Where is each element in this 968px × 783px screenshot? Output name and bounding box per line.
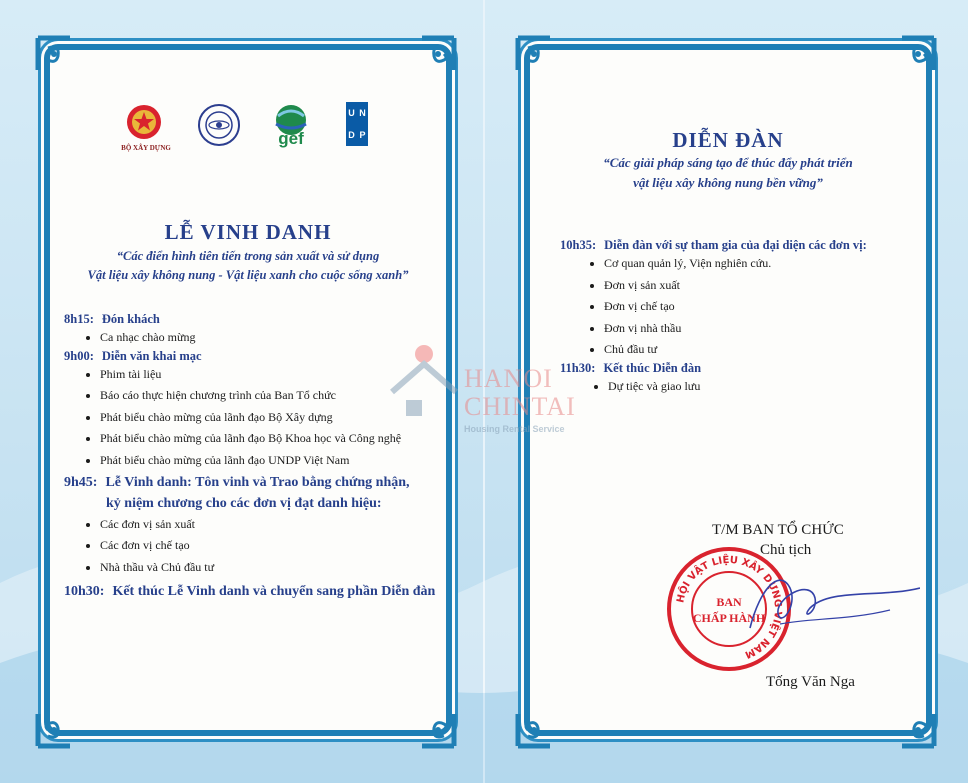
corner-ornament-icon <box>34 34 80 80</box>
list-item: • Cơ quan quản lý, Viện nghiên cứu. <box>604 253 922 275</box>
schedule-heading-cont: kỷ niệm chương cho các đơn vị đạt danh hiệu: <box>106 495 382 511</box>
list-item: • Đơn vị nhà thầu <box>604 318 922 340</box>
corner-ornament-icon <box>34 704 80 750</box>
signature-org: T/M BAN TỔ CHỨC <box>712 522 844 538</box>
house-icon <box>384 344 464 434</box>
list-item: • Đơn vị sản xuất <box>604 275 922 297</box>
corner-ornament-icon <box>514 704 560 750</box>
list-item: • Phim tài liệu <box>100 364 442 386</box>
stamp-ring-text: HỘI VẬT LIỆU XÂY DỰNG VIỆT NAM <box>675 554 784 660</box>
left-title: LỄ VINH DANH <box>164 220 332 244</box>
list-item: • Các đơn vị sản xuất <box>100 514 442 536</box>
undp-block <box>346 102 368 146</box>
list-item: • Báo cáo thực hiện chương trình của Ban Tổ chức <box>100 385 442 407</box>
undp-letter: N <box>359 108 366 118</box>
left-subtitle-1: “Các điển hình tiên tiến trong sản xuất và sử dụng <box>116 249 380 263</box>
list-item: • Ca nhạc chào mừng <box>100 327 442 349</box>
schedule-list <box>560 253 922 361</box>
institute-seal-icon <box>196 102 242 148</box>
watermark-tagline: Housing Rental Service <box>464 424 565 434</box>
ministry-caption: BỘ XÂY DỰNG <box>121 144 171 152</box>
corner-ornament-icon <box>412 704 458 750</box>
list-item: • Đơn vị chế tạo <box>604 296 922 318</box>
institute-logo <box>196 102 242 153</box>
right-schedule <box>560 238 922 398</box>
left-subtitle-2: Vật liệu xây không nung - Vật liệu xanh cho cuộc sống xanh” <box>87 268 409 282</box>
signer-name: Tống Văn Nga <box>766 674 855 690</box>
corner-ornament-icon <box>412 34 458 80</box>
undp-letter: P <box>359 130 366 140</box>
schedule-heading: 9h45: Lễ Vinh danh: Tôn vinh và Trao bằng chứng nhận, <box>64 474 410 490</box>
corner-ornament-icon <box>892 704 938 750</box>
corner-ornament-icon <box>514 34 560 80</box>
watermark-line1: HANOI <box>464 364 553 393</box>
schedule-heading: 8h15: Đón khách <box>64 312 160 326</box>
undp-logo <box>346 102 368 146</box>
gef-text: gef <box>278 129 304 148</box>
list-item: • Các đơn vị chế tạo <box>100 535 442 557</box>
list-item: • Dự tiệc và giao lưu <box>608 376 922 398</box>
right-subtitle-1: “Các giải pháp sáng tạo để thúc đẩy phát triển <box>603 155 853 170</box>
list-item: • Phát biểu chào mừng của lãnh đạo Bộ Khoa học và Công nghệ <box>100 428 442 450</box>
ministry-emblem <box>120 102 171 157</box>
right-title: DIỄN ĐÀN <box>672 128 784 152</box>
schedule-heading: 11h30: Kết thúc Diễn đàn <box>560 360 702 375</box>
schedule-heading: 10h35: Diễn đàn với sự tham gia của đại diện các đơn vị: <box>560 238 867 252</box>
logo-row <box>50 102 446 152</box>
schedule-list <box>64 514 442 579</box>
corner-ornament-icon <box>892 34 938 80</box>
list-item: • Phát biểu chào mừng của lãnh đạo UNDP Việt Nam <box>100 450 442 472</box>
list-item: • Phát biểu chào mừng của lãnh đạo Bộ Xây dựng <box>100 407 442 429</box>
signature-role: Chủ tịch <box>760 542 812 558</box>
undp-letter: D <box>348 130 355 140</box>
watermark <box>384 344 594 444</box>
schedule-heading: 10h30: Kết thúc Lễ Vinh danh và chuyển sang phần Diễn đàn <box>64 584 436 600</box>
watermark-line2: CHINTAI <box>464 392 576 421</box>
list-item: • Nhà thầu và Chủ đầu tư <box>100 557 442 579</box>
right-subtitle-2: vật liệu xây không nung bền vững” <box>633 175 823 190</box>
schedule-list <box>560 376 922 398</box>
handwritten-signature-icon <box>720 558 920 648</box>
undp-letter: U <box>348 108 355 118</box>
stamp-center-1: BAN <box>716 595 742 609</box>
stamp-center-2: CHẤP HÀNH <box>692 611 766 625</box>
list-item: • Chủ đầu tư <box>604 339 922 361</box>
gef-logo <box>268 102 314 155</box>
schedule-heading: 9h00: Diễn văn khai mạc <box>64 348 202 363</box>
